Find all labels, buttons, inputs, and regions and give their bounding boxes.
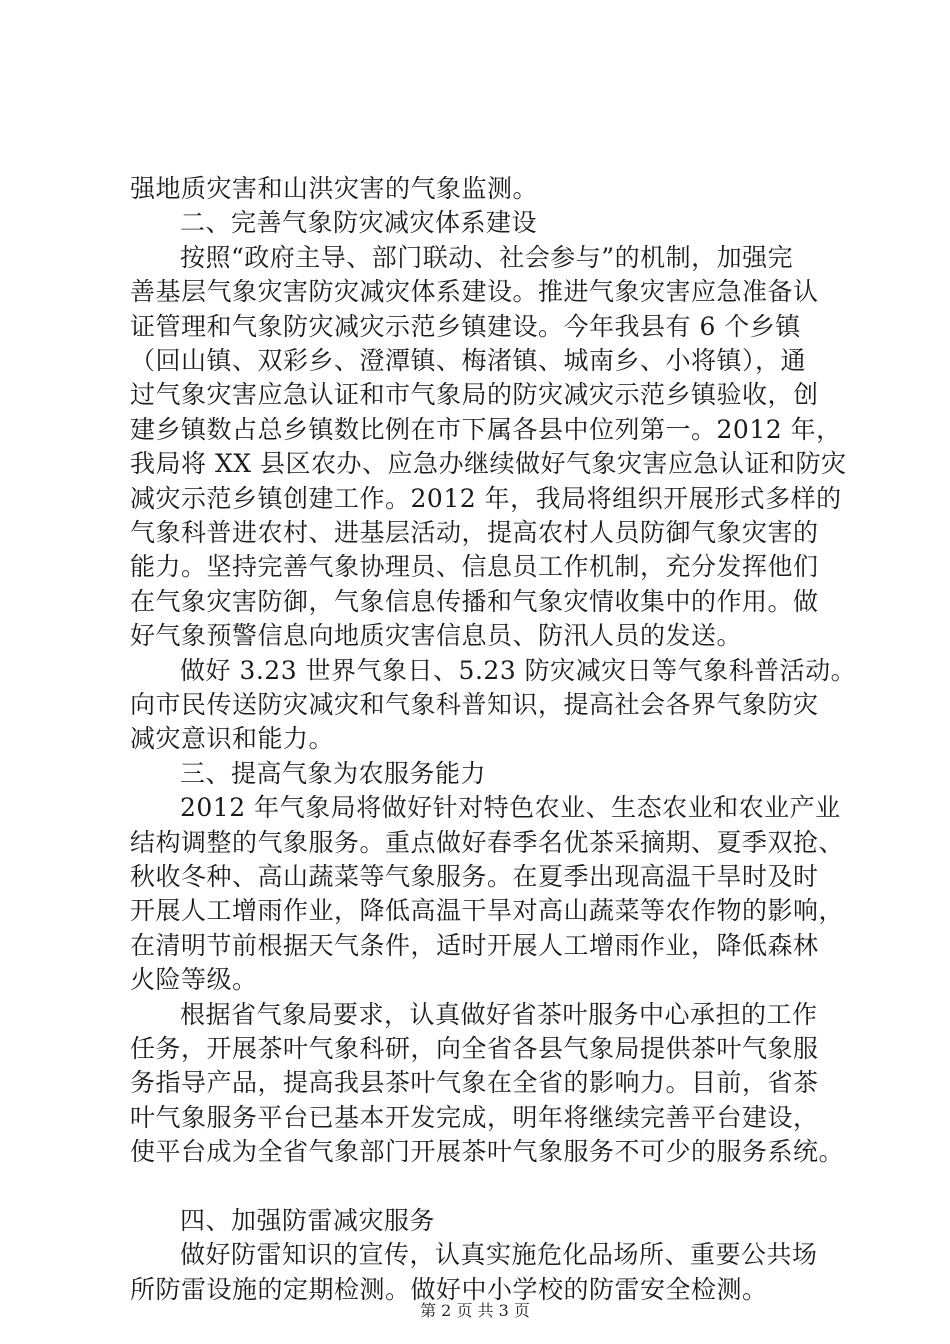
text-line: 向市民传送防灾减灾和气象科普知识，提高社会各界气象防灾 <box>130 690 819 719</box>
text-line: 所防雷设施的定期检测。做好中小学校的防雷安全检测。 <box>130 1274 768 1304</box>
text-line: 过气象灾害应急认证和市气象局的防灾减灾示范乡镇验收，创 <box>130 380 819 410</box>
text-line: 做好防雷知识的宣传，认真实施危化品场所、重要公共场 <box>180 1240 818 1270</box>
text-line: 证管理和气象防灾减灾示范乡镇建设。今年我县有 6 个乡镇 <box>130 311 801 341</box>
text-line: 善基层气象灾害防灾减灾体系建设。推进气象灾害应急准备认 <box>130 277 819 307</box>
text-line: （回山镇、双彩乡、澄潭镇、梅渚镇、城南乡、小将镇），通 <box>130 346 807 375</box>
text-line: 我局将 XX 县区农办、应急办继续做好气象灾害应急认证和防灾 <box>130 449 847 479</box>
text-line: 叶气象服务平台已基本开发完成，明年将继续完善平台建设， <box>130 1102 819 1132</box>
text-line: 强地质灾害和山洪灾害的气象监测。 <box>130 174 539 203</box>
text-line: 结构调整的气象服务。重点做好春季名优茶采摘期、夏季双抢、 <box>130 827 845 857</box>
text-line: 在气象灾害防御，气象信息传播和气象灾情收集中的作用。做 <box>130 586 819 616</box>
page-footer: 第 2 页 共 3 页 <box>420 1301 530 1320</box>
text-line: 气象科普进农村、进基层活动，提高农村人员防御气象灾害的 <box>130 518 819 547</box>
text-line: 使平台成为全省气象部门开展茶叶气象服务不可少的服务系统。 <box>130 1137 845 1167</box>
text-line: 火险等级。 <box>130 965 258 995</box>
text-line: 根据省气象局要求，认真做好省茶叶服务中心承担的工作 <box>180 999 818 1029</box>
text-line: 务指导产品，提高我县茶叶气象在全省的影响力。目前，省茶 <box>130 1068 819 1098</box>
text-line: 四、加强防雷减灾服务 <box>180 1206 436 1235</box>
text-line: 能力。坚持完善气象协理员、信息员工作机制，充分发挥他们 <box>130 552 819 582</box>
text-line: 好气象预警信息向地质灾害信息员、防汛人员的发送。 <box>130 621 743 651</box>
text-line: 建乡镇数占总乡镇数比例在市下属各县中位列第一。2012 年， <box>130 414 842 444</box>
text-line: 减灾示范乡镇创建工作。2012 年，我局将组织开展形式多样的 <box>130 483 842 513</box>
text-line: 开展人工增雨作业，降低高温干旱对高山蔬菜等农作物的影响， <box>130 896 845 926</box>
text-line: 按照“政府主导、部门联动、社会参与”的机制，加强完 <box>180 242 794 272</box>
text-line: 2012 年气象局将做好针对特色农业、生态农业和农业产业 <box>180 793 841 823</box>
text-line: 二、完善气象防灾减灾体系建设 <box>180 208 538 238</box>
text-line: 在清明节前根据天气条件，适时开展人工增雨作业，降低森林 <box>130 930 819 960</box>
text-line: 秋收冬种、高山蔬菜等气象服务。在夏季出现高温干旱时及时 <box>130 862 819 891</box>
text-line: 任务，开展茶叶气象科研，向全省各县气象局提供茶叶气象服 <box>130 1034 819 1063</box>
text-line: 减灾意识和能力。 <box>130 724 335 754</box>
text-line: 三、提高气象为农服务能力 <box>180 758 487 788</box>
text-line: 做好 3.23 世界气象日、5.23 防灾减灾日等气象科普活动。 <box>180 655 857 685</box>
